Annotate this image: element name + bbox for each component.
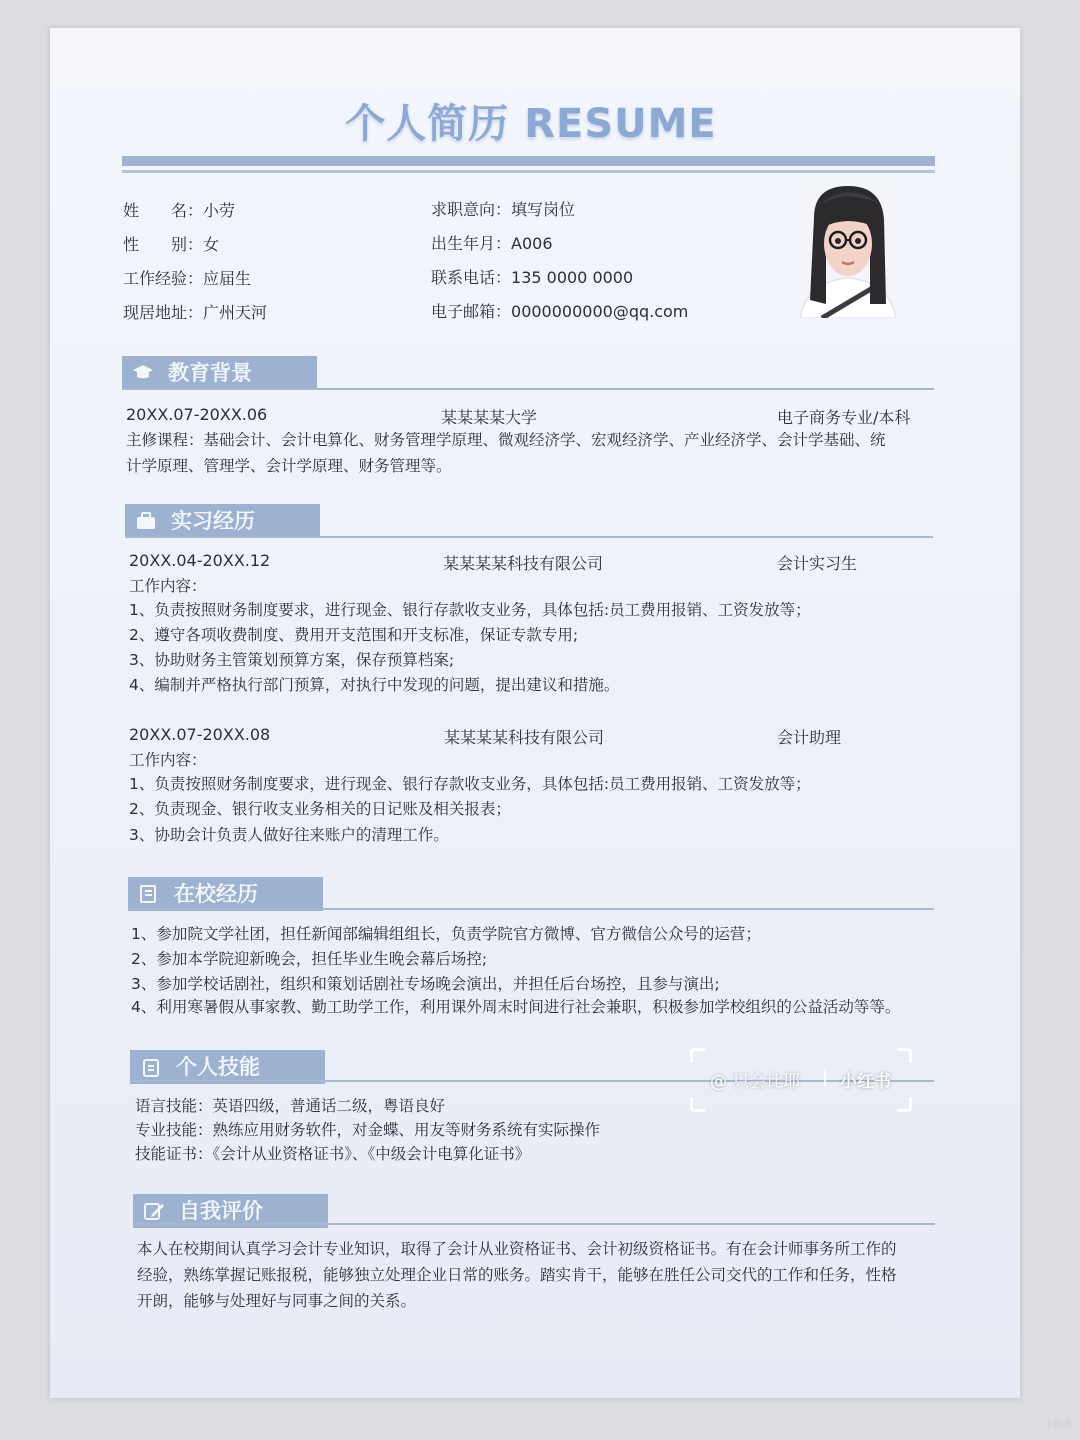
- section-header-education: [122, 356, 317, 390]
- watermark-brand: 小红书: [840, 1072, 891, 1092]
- watermark-corner: [897, 1097, 912, 1112]
- job-duty-item: 2、遵守各项收费制度、费用开支范围和开支标准，保证专款专用;: [129, 626, 579, 644]
- education-period: 20XX.07-20XX.06: [126, 405, 268, 424]
- section-title: 教育背景: [168, 361, 252, 385]
- watermark-corner: [690, 1097, 705, 1112]
- profile-label: 电子邮箱：: [431, 302, 512, 321]
- self-evaluation-line: 经验，熟练掌握记账报税，能够独立处理企业日常的账务。踏实肯干，能够在胜任公司交代的工作和任务，性格: [137, 1266, 897, 1284]
- section-header-skills: [130, 1050, 325, 1084]
- resume-paper: [50, 28, 1020, 1398]
- education-courses-line: 主修课程：基础会计、会计电算化、财务管理学原理、微观经济学、宏观经济学、产业经济学、会计学基础、统: [126, 431, 886, 449]
- watermark-user: @ 只会比耶: [710, 1072, 801, 1092]
- job-duty-item: 4、编制并严格执行部门预算，对执行中发现的问题，提出建议和措施。: [129, 676, 620, 694]
- self-evaluation-line: 开朗，能够与处理好与同事之间的关系。: [137, 1292, 417, 1310]
- title-divider: [122, 156, 935, 166]
- job-period: 20XX.07-20XX.08: [129, 725, 271, 744]
- education-school: 某某某某大学: [441, 408, 538, 427]
- profile-label: 现居地址：: [123, 303, 204, 322]
- self-evaluation-line: 本人在校期间认真学习会计专业知识，取得了会计从业资格证书、会计初级资格证书。有在会计师事务所工作的: [137, 1240, 897, 1258]
- job-duty-item: 3、协助财务主管策划预算方案，保存预算档案;: [129, 651, 455, 669]
- education-courses-line: 计学原理、管理学、会计学原理、财务管理等。: [126, 457, 452, 475]
- title-divider-thin: [122, 170, 935, 173]
- skill-item: 语言技能：英语四级，普通话二级，粤语良好: [135, 1097, 446, 1115]
- job-company: 某某某某科技有限公司: [443, 554, 604, 573]
- profile-label: 联系电话：: [431, 268, 512, 287]
- profile-address-row: [123, 300, 267, 323]
- profile-experience-row: [123, 266, 251, 289]
- briefcase-icon: [135, 511, 157, 531]
- campus-item: 2、参加本学院迎新晚会，担任毕业生晚会幕后场控;: [131, 950, 488, 968]
- skill-item: 专业技能：熟练应用财务软件，对金蝶、用友等财务系统有实际操作: [135, 1121, 601, 1139]
- profile-value: 应届生: [203, 269, 252, 288]
- campus-item: 3、参加学校话剧社，组织和策划话剧社专场晚会演出，并担任后台场控，且参与演出;: [131, 975, 720, 993]
- watermark-corner: [897, 1048, 912, 1063]
- profile-gender-row: [123, 232, 219, 255]
- watermark-separator: [824, 1069, 826, 1086]
- profile-phone-row: [431, 265, 633, 288]
- section-divider: [133, 1223, 935, 1225]
- skill-item: 技能证书：《会计从业资格证书》、《中级会计电算化证书》: [135, 1145, 531, 1163]
- profile-value: 135 0000 0000: [511, 268, 634, 287]
- profile-value: 广州天河: [203, 303, 268, 322]
- job-role: 会计实习生: [777, 554, 858, 573]
- section-divider: [128, 908, 934, 910]
- section-title: 在校经历: [174, 882, 258, 906]
- clipboard-icon: [140, 1057, 162, 1077]
- profile-label: 求职意向：: [431, 200, 512, 219]
- section-title: 自我评价: [179, 1199, 263, 1223]
- job-company: 某某某某科技有限公司: [444, 728, 605, 747]
- job-role: 会计助理: [777, 728, 842, 747]
- campus-item: 1、参加院文学社团，担任新闻部编辑组组长，负责学院官方微博、官方微信公众号的运营；: [131, 925, 761, 943]
- job-duty-item: 1、负责按照财务制度要求，进行现金、银行存款收支业务，具体包括:员工费用报销、工资发放等；: [129, 775, 811, 793]
- campus-item: 4、利用寒暑假从事家教、勤工助学工作，利用课外周末时间进行社会兼职，积极参加学校组织的公益活动等等。: [131, 998, 901, 1016]
- profile-value: 女: [203, 235, 220, 254]
- profile-intention-row: [431, 197, 575, 220]
- job-content-label: 工作内容：: [129, 577, 207, 595]
- avatar: [792, 178, 904, 318]
- section-title: 实习经历: [171, 509, 255, 533]
- profile-value: 0000000000@qq.com: [511, 302, 689, 321]
- profile-label: 姓 名：: [123, 201, 204, 220]
- book-icon: [138, 884, 160, 904]
- profile-value: A006: [511, 234, 553, 253]
- profile-email-row: [431, 299, 688, 322]
- job-duty-item: 1、负责按照财务制度要求，进行现金、银行存款收支业务，具体包括:员工费用报销、工资发放等；: [129, 601, 811, 619]
- profile-label: 出生年月：: [431, 234, 512, 253]
- graduation-cap-icon: [132, 363, 154, 383]
- profile-label: 性 别：: [123, 235, 204, 254]
- section-divider: [125, 536, 933, 538]
- resume-title: 个人简历 RESUME: [345, 101, 717, 147]
- profile-birth-row: [431, 231, 553, 254]
- watermark: [690, 1048, 912, 1112]
- job-duty-item: 2、负责现金、银行收支业务相关的日记账及相关报表；: [129, 800, 511, 818]
- section-header-internship: [125, 504, 320, 538]
- watermark-corner: [690, 1048, 705, 1063]
- profile-name-row: [123, 198, 235, 221]
- job-duty-item: 3、协助会计负责人做好往来账户的清理工作。: [129, 826, 449, 844]
- section-title: 个人技能: [176, 1055, 260, 1079]
- edit-icon: [143, 1201, 165, 1221]
- profile-value: 小劳: [203, 201, 236, 220]
- profile-label: 工作经验：: [123, 269, 204, 288]
- education-major: 电子商务专业/本科: [777, 408, 911, 427]
- job-content-label: 工作内容：: [129, 751, 207, 769]
- section-divider: [122, 388, 934, 390]
- section-header-campus: [128, 877, 323, 911]
- job-period: 20XX.04-20XX.12: [129, 551, 271, 570]
- corner-logo: 小红书: [1044, 1420, 1072, 1430]
- profile-value: 填写岗位: [511, 200, 576, 219]
